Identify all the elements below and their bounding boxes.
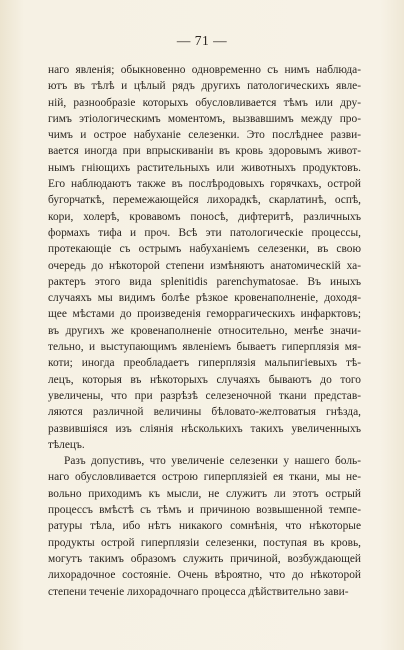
text-line: гимъ этіологическимъ моментомъ, вызвавшимъ между про- bbox=[48, 112, 361, 125]
text-line: чимъ и острое набуханіе селезенки. Это послѣднее разви- bbox=[48, 129, 361, 142]
text-line: формахъ тифа и проч. Всѣ эти патологическіе процессы, bbox=[48, 226, 361, 239]
text-line: рактеръ этого вида splenitidis parenchymatosae. Въ иныхъ bbox=[48, 275, 361, 288]
text-line: тельно, и выступающимъ явленіемъ бываетъ гиперплязія мя- bbox=[48, 341, 361, 354]
body-text bbox=[48, 62, 361, 600]
text-line: щее мѣстами до произведенія геморрагическихъ инфарктовъ; bbox=[48, 308, 361, 321]
text-line: кори, холерѣ, кровавомъ поносѣ, дифтеритѣ, различныхъ bbox=[48, 210, 361, 223]
text-line: лецъ, которыя въ нѣкоторыхъ случаяхъ бываютъ до того bbox=[48, 373, 361, 386]
text-line: могутъ такимъ образомъ служить причиной, возбуждающей bbox=[48, 552, 361, 565]
text-line: продукты острой гиперплязіи селезенки, поступая въ кровь, bbox=[48, 536, 361, 549]
page-number: — 71 — bbox=[176, 33, 228, 48]
text-line: лихорадочное состояніе. Очень вѣроятно, что до нѣкоторой bbox=[48, 569, 361, 582]
text-line: процессъ вмѣстѣ съ тѣмъ и причиною возвышенной темпе- bbox=[48, 504, 361, 517]
text-line: вольно приходимъ къ мысли, не служитъ ли этотъ острый bbox=[48, 487, 361, 500]
text-line: ютъ въ тѣлѣ и цѣлый рядъ другихъ патологическихъ явле- bbox=[48, 80, 361, 93]
text-line: наго явленія; обыкновенно одновременно съ нимъ наблюда- bbox=[48, 64, 361, 76]
text-line: увеличены, что при разрѣзѣ селезеночной ткани представ- bbox=[48, 389, 361, 402]
text-line: тѣлецъ. bbox=[48, 438, 85, 451]
text-line: нымъ гніющихъ растительныхъ или животныхъ продуктовъ. bbox=[48, 161, 361, 174]
text-line: ратуры тѣла, ибо нѣтъ никакого сомнѣнія, что нѣкоторые bbox=[48, 520, 361, 533]
text-line: наго обусловливается острою гиперплязіей ея ткани, мы не- bbox=[48, 471, 361, 484]
text-line: Его наблюдаютъ также въ послѣродовыхъ горячкахъ, острой bbox=[48, 178, 361, 191]
text-line: коти; иногда преобладаетъ гиперплязія мальпигіевыхъ тѣ- bbox=[48, 357, 361, 370]
text-line: очередь до нѣкоторой степени измѣняютъ анатомическій ха- bbox=[48, 259, 361, 272]
text-line: въ другихъ же кровенаполненіе относительно, менѣе значи- bbox=[48, 324, 361, 337]
text-line: бугорчаткѣ, перемежающейся лихорадкѣ, скарлатинѣ, оспѣ, bbox=[48, 194, 361, 207]
text-line: Разъ допустивъ, что увеличеніе селезенки у нашего боль- bbox=[64, 455, 361, 468]
text-line: случаяхъ мы видимъ болѣе рѣзкое кровенаполненіе, доходя- bbox=[48, 292, 361, 305]
paragraph bbox=[48, 453, 361, 600]
text-line: вается иногда при впрыскиваніи въ кровь здоровымъ живот- bbox=[48, 145, 361, 158]
text-line: ній, разнообразіе которыхъ обусловливается тѣмъ или дру- bbox=[48, 96, 361, 109]
paragraph bbox=[48, 62, 361, 453]
text-line: протекающіе съ острымъ набуханіемъ селезенки, въ свою bbox=[48, 243, 361, 256]
text-line: степени теченіе лихорадочнаго процесса дѣйствительно зави- bbox=[48, 585, 349, 598]
text-line: ляются различной величины бѣловато-желтоватыя гнѣзда, bbox=[48, 406, 361, 419]
text-line: развившіяся изъ слiянія нѣсколькихъ такихъ увеличенныхъ bbox=[48, 422, 361, 435]
